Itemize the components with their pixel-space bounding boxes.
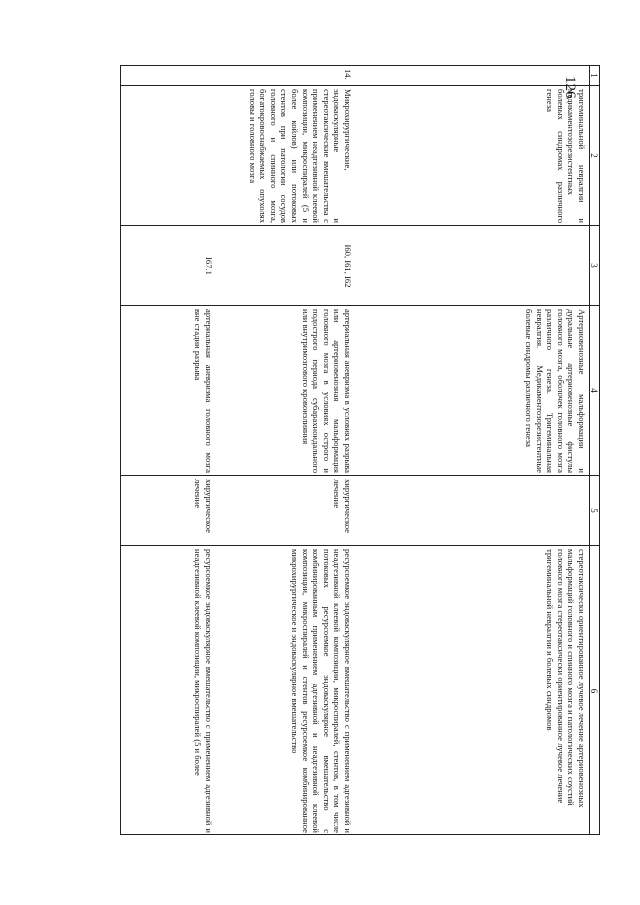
- column-header-3: 3: [589, 263, 599, 268]
- column-header-5: 5: [589, 508, 599, 513]
- column-header-2: 2: [589, 153, 599, 158]
- table-wrapper: [120, 65, 600, 835]
- row-14-col6: ресурсоемкое эндоваскулярное вмешательство с применением адгезивной и неадгезивной клеевой композиции, микроспиралей, стентов, в том числе потоковых ресурсоемкое эндоваскулярное вмешательство с комбинированным применением адгезивной и неадгезивной клеевой композиции, микроспиралей и стентов ресурсоемкое комбинированное микрохирургическое и эндоваскулярное вмешательство: [290, 549, 353, 833]
- column-header-1: 1: [589, 73, 599, 78]
- column-1: [121, 66, 599, 86]
- page-number: 126: [562, 76, 578, 99]
- column-5: [121, 476, 599, 546]
- row-14-col2: Микрохирургические, эндоваскулярные и стереотаксические вмешательства с применением неадгезивной клеевой композиции, микроспиралей (5 и более койлов) или потоковых стентов при патологии сосудов головного и спинного мозга, богатокровоснабжаемых опухолях головы и головного мозга: [247, 89, 353, 223]
- row-14b-col3: I67.1: [204, 257, 214, 275]
- row-14-col3: I60, I61, I62: [343, 244, 353, 288]
- row-14b-col4: артериальная аневризма головного мозга вне стадии разрыва: [193, 309, 214, 473]
- row-14b-col6: ресурсоемкое эндоваскулярное вмешательство с применением адгезивной и неадгезивной клеевой композиции, микроспиралей (5 и более: [193, 549, 214, 833]
- row-14-col5: хирургическое лечение: [332, 479, 353, 533]
- column-header-4: 4: [589, 388, 599, 393]
- column-2: [121, 86, 599, 226]
- row-continuation-col6: стереотаксически ориентированное лучевое лечение артериовенозных мальформаций головного и спинного мозга и патологических соустий головного мозга стереотаксически ориентированное лучевое лечение тригеминальной невралгии и болевых синдромов: [545, 549, 587, 808]
- row-14-col4: артериальная аневризма в условиях разрыва или артериовенозная мальформация головного мозга в условиях острого и подострого периода субарахноидального или внутримозгового кровоизлияния: [300, 309, 353, 473]
- row-14b-col5: хирургическое лечение: [193, 479, 214, 533]
- row-continuation-col4: Артериовенозные мальформации и дуральные артериовенозные фистулы головного мозга, оболочек головного мозга различного генеза. Тригеминальная невралгия. Медикаментозорезистентные болевые синдромы различного генеза: [524, 309, 587, 473]
- column-6: [121, 546, 599, 835]
- row-continuation-col2: тригеминальной невралгии и медикаментозорезистентных болевых синдромах различного генеза: [545, 89, 587, 223]
- row-14-number: 14.: [343, 69, 353, 80]
- column-3: [121, 226, 599, 306]
- procedures-table: [120, 65, 600, 835]
- column-4: [121, 306, 599, 476]
- column-header-6: 6: [589, 688, 599, 694]
